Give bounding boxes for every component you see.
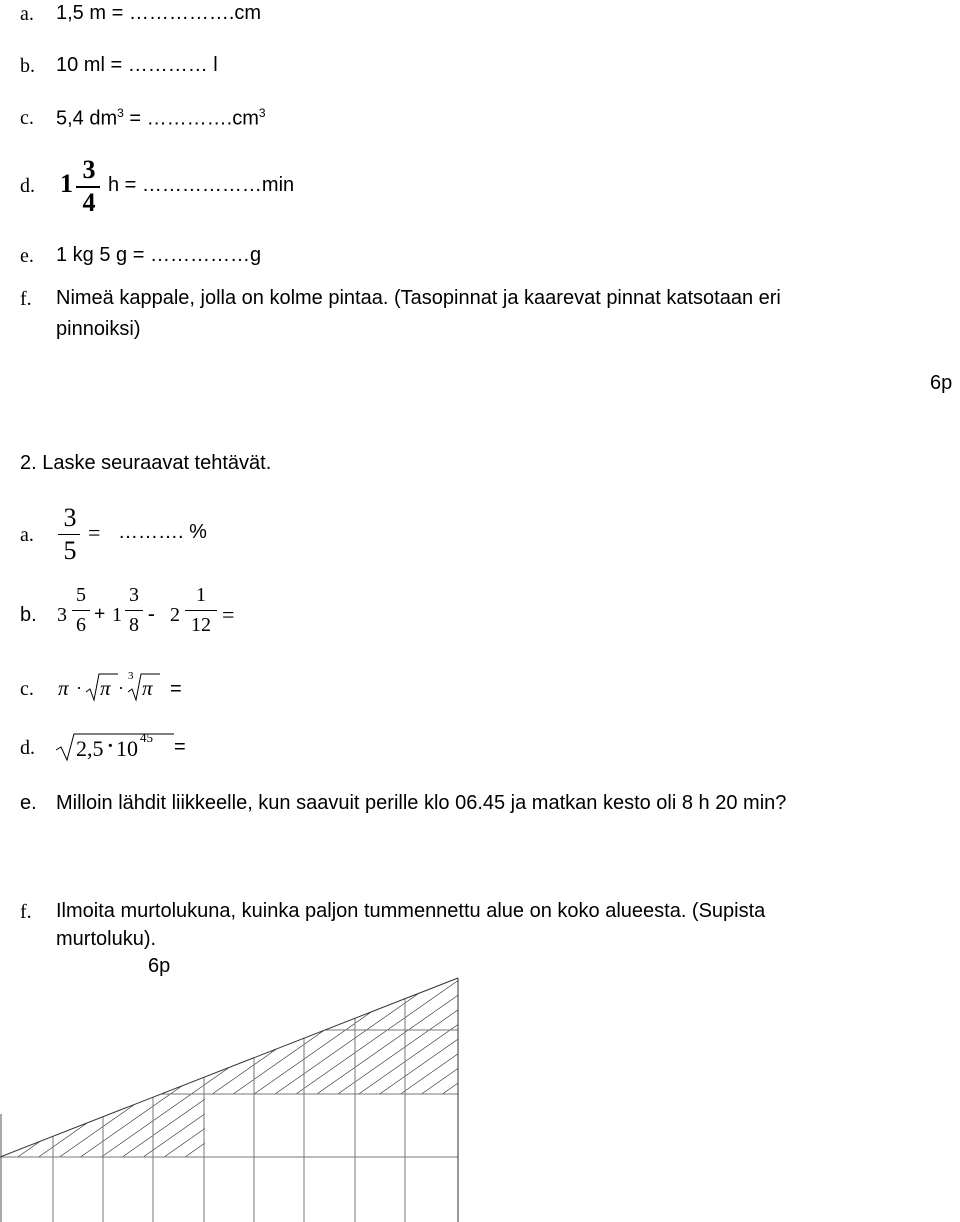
plus-operator: + (94, 603, 106, 625)
section-heading: 2. Laske seuraavat tehtävät. (20, 452, 272, 474)
dot-operator-2: · (118, 678, 124, 698)
item-b-marker: b. (20, 55, 35, 77)
item-b-text: 10 ml = ………… l (56, 54, 218, 76)
minus-operator: - (148, 603, 155, 625)
fraction-bar (76, 186, 100, 188)
item-f-line1: Nimeä kappale, jolla on kolme pintaa. (Tasopinnat ja kaarevat pinnat katsotaan eri (56, 287, 781, 309)
task-d-base: 2,5 (76, 736, 104, 761)
task-c-marker: c. (20, 678, 34, 700)
item-a-text: 1,5 m = …………….cm (56, 2, 262, 24)
mixed-2-denominator: 8 (129, 614, 139, 636)
item-f-line2: pinnoiksi) (56, 318, 141, 340)
task-f-marker: f. (20, 901, 32, 923)
mixed-2-numerator: 3 (129, 584, 139, 606)
mixed-3-bar (185, 610, 217, 611)
pi-symbol-1: π (58, 676, 69, 700)
mixed-2-whole: 1 (112, 604, 122, 626)
task-a-fraction-bar (58, 534, 80, 535)
item-c-text: 5,4 $dm^3$ = $\dots\dots\dots\dots.cm^3$ (56, 106, 266, 130)
task-d-exponent: 45 (140, 730, 153, 745)
fraction-numerator: 3 (82, 155, 96, 184)
pi-symbol-2: π (100, 676, 111, 700)
item-d-text: h = ………………min (108, 174, 295, 196)
task-f-line1: Ilmoita murtolukuna, kuinka paljon tummennettu alue on koko alueesta. (Supista (56, 900, 766, 922)
task-c-equals: = (170, 678, 182, 700)
task-a-marker: a. (20, 524, 34, 546)
task-a-answer: ………. % (118, 521, 207, 543)
points-label: 6p (930, 372, 953, 394)
mixed-2-bar (125, 610, 143, 611)
task-a-denominator: 5 (63, 536, 77, 565)
root-index: 3 (128, 670, 134, 682)
pi-symbol-3: π (142, 676, 153, 700)
mixed-number-whole: 1 (60, 169, 73, 198)
mixed-3-numerator: 1 (196, 584, 206, 606)
task-f-line2: murtoluku). (56, 928, 157, 950)
mixed-3-denominator: 12 (191, 614, 211, 636)
mixed-1-bar (72, 610, 90, 611)
item-d-marker: d. (20, 175, 35, 197)
shaded-grid-figure (0, 964, 960, 1222)
task-e-marker: e. (20, 792, 37, 814)
item-f-marker: f. (20, 288, 32, 310)
task-b-equals: = (222, 602, 235, 627)
task-a-equals: = (88, 520, 101, 545)
task-d-dot: · (107, 735, 114, 757)
item-e-text: 1 kg 5 g = ……………g (56, 244, 262, 266)
item-c-marker: c. (20, 107, 34, 129)
task-d-ten: 10 (116, 736, 138, 761)
dot-operator-1: · (76, 678, 82, 698)
mixed-1-whole: 3 (57, 604, 67, 626)
mixed-1-denominator: 6 (76, 614, 86, 636)
task-f-points: 6p (148, 955, 171, 977)
task-d-marker: d. (20, 737, 35, 759)
task-a-numerator: 3 (63, 503, 77, 532)
task-b-marker: b. (20, 604, 37, 626)
item-e-marker: e. (20, 245, 34, 267)
fraction-denominator: 4 (82, 188, 96, 217)
mixed-1-numerator: 5 (76, 584, 86, 606)
task-d-equals: = (174, 736, 186, 758)
mixed-3-whole: 2 (170, 604, 180, 626)
task-e-text: Milloin lähdit liikkeelle, kun saavuit perille klo 06.45 ja matkan kesto oli 8 h 20 min? (56, 792, 787, 814)
item-a-marker: a. (20, 3, 34, 25)
